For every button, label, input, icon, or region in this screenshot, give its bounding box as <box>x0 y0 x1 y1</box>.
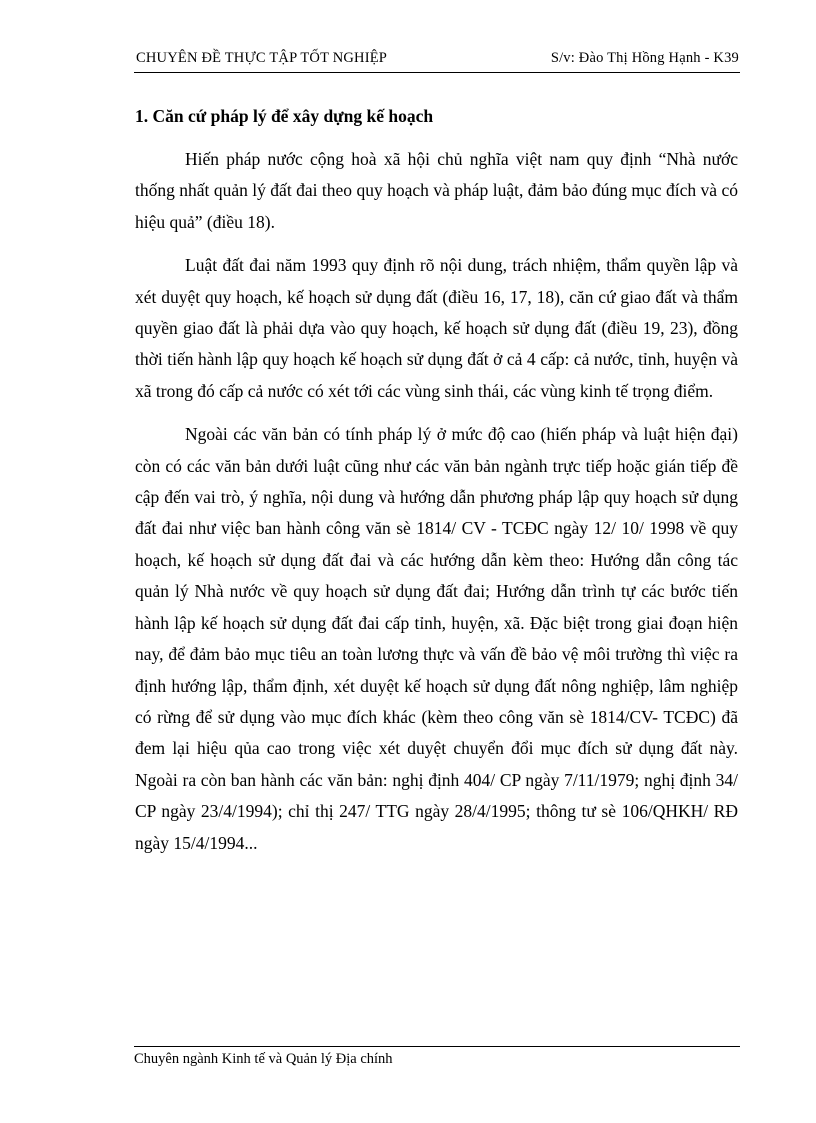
header-report-title: CHUYÊN ĐỀ THỰC TẬP TỐT NGHIỆP <box>136 50 388 66</box>
page-header <box>134 48 740 73</box>
paragraph-constitution: Hiến pháp nước cộng hoà xã hội chủ nghĩa việt nam quy định “Nhà nước thống nhất quản lý đất đai theo quy hoạch và pháp luật, đảm bảo đúng mục đích và có hiệu quả” (điều 18). <box>135 149 738 232</box>
page-footer <box>134 1046 740 1068</box>
body-text <box>135 144 738 859</box>
footer-major: Chuyên ngành Kinh tế và Quản lý Địa chính <box>134 1051 393 1067</box>
paragraph-land-law: Luật đất đai năm 1993 quy định rõ nội dung, trách nhiệm, thẩm quyền lập và xét duyệt quy hoạch, kế hoạch sử dụng đất (điều 16, 17, 18), căn cứ giao đất và thẩm quyền giao đất là phải dựa vào quy hoạch, kế hoạch sử dụng đất (điều 19, 23), đồng thời tiến hành lập quy hoạch kế hoạch sử dụng đất ở cả 4 cấp: cả nước, tỉnh, huyện và xã trong đó cấp cả nước có xét tới các vùng sinh thái, các vùng kinh tế trọng điểm. <box>135 255 738 401</box>
section-title: 1. Căn cứ pháp lý để xây dựng kế hoạch <box>135 106 434 126</box>
header-student-name: S/v: Đào Thị Hồng Hạnh - K39 <box>550 50 739 66</box>
paragraph-regulations: Ngoài các văn bản có tính pháp lý ở mức độ cao (hiến pháp và luật hiện đại) còn có các văn bản dưới luật cũng như các văn bản ngành trực tiếp hoặc gián tiếp đề cập đến vai trò, ý nghĩa, nội dung và hướng dẫn phương pháp lập quy hoạch sử dụng đất đai như việc ban hành công văn sè 1814/ CV - TCĐC ngày 12/ 10/ 1998 về quy hoạch, kế hoạch sử dụng đất đai và các hướng dẫn kèm theo: Hướng dẫn công tác quản lý Nhà nước về quy hoạch sử dụng đất đai; Hướng dẫn trình tự các bước tiến hành lập kế hoạch sử dụng đất đai cấp tỉnh, huyện, xã. Đặc biệt trong giai đoạn hiện nay, để đảm bảo mục tiêu an toàn lương thực và vấn đề bảo vệ môi trường thì việc ra định hướng lập, thẩm định, xét duyệt kế hoạch sử dụng đất nông nghiệp, lâm nghiệp có rừng để sử dụng vào mục đích khác (kèm theo công văn sè 1814/CV- TCĐC) đã đem lại hiệu qủa cao trong việc xét duyệt chuyển đổi mục đích sử dụng đất này. Ngoài ra còn ban hành các văn bản: nghị định 404/ CP ngày 7/11/1979; nghị định 34/ CP ngày 23/4/1994); chỉ thị 247/ TTG ngày 28/4/1995; thông tư sè 106/QHKH/ RĐ ngày 15/4/1994... <box>135 424 738 853</box>
